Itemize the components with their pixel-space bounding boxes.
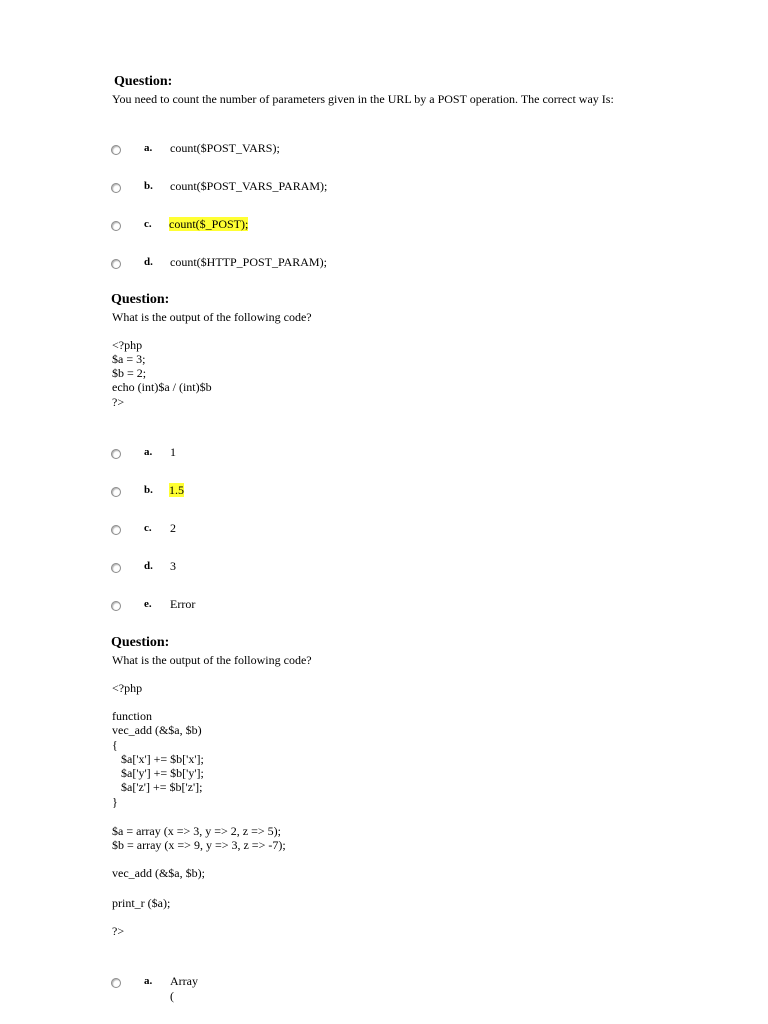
question-3-prompt: What is the output of the following code? [112,653,312,667]
q3-option-a-text[interactable]: Array [170,974,198,988]
q1-option-a-letter: a. [144,142,153,154]
q2-code-line: echo (int)$a / (int)$b [112,380,212,394]
question-2-heading: Question: [111,292,170,307]
q1-option-d-letter: d. [144,256,153,268]
q1-option-b-text[interactable]: count($POST_VARS_PARAM); [170,179,328,193]
q2-option-a-letter: a. [144,446,153,458]
q2-option-e-letter: e. [144,598,152,610]
q3-option-a-radio[interactable] [111,978,121,988]
q2-option-e-text[interactable]: Error [170,597,196,611]
q2-option-d-text[interactable]: 3 [170,559,176,573]
q3-code-line: $a['y'] += $b['y']; [112,766,204,780]
q2-code-line: $a = 3; [112,352,146,366]
question-3-heading: Question: [111,635,170,650]
q1-option-c-text-highlighted[interactable]: count($_POST); [169,217,249,231]
q2-option-d-letter: d. [144,560,153,572]
q1-option-b-radio[interactable] [111,183,121,193]
q2-option-a-radio[interactable] [111,449,121,459]
q1-option-a-radio[interactable] [111,145,121,155]
q3-option-a-letter: a. [144,975,153,987]
q3-code-line: { [112,738,118,752]
q2-option-b-text-highlighted[interactable]: 1.5 [169,483,184,497]
q3-code-line: ?> [112,924,125,938]
q3-code-line: vec_add (&$a, $b); [112,866,205,880]
q1-option-b-letter: b. [144,180,153,192]
question-1-heading: Question: [114,74,173,89]
q1-option-c-radio[interactable] [111,221,121,231]
q1-option-c-letter: c. [144,218,152,230]
q2-option-b-letter: b. [144,484,153,496]
q3-code-line: function [112,709,152,723]
q3-code-line: <?php [112,681,143,695]
q2-option-b-radio[interactable] [111,487,121,497]
q3-code-line: $a['x'] += $b['x']; [112,752,204,766]
q2-option-a-text[interactable]: 1 [170,445,176,459]
question-2-prompt: What is the output of the following code? [112,310,312,324]
q3-code-line: $b = array (x => 9, y => 3, z => -7); [112,838,286,852]
q3-code-line: vec_add (&$a, $b) [112,723,202,737]
q2-option-c-text[interactable]: 2 [170,521,176,535]
q3-option-a-continuation: ( [170,989,174,1003]
q1-option-a-text[interactable]: count($POST_VARS); [170,141,280,155]
q2-option-e-radio[interactable] [111,601,121,611]
q2-code-line: <?php [112,338,143,352]
q3-code-line: } [112,795,118,809]
q1-option-d-radio[interactable] [111,259,121,269]
q2-option-d-radio[interactable] [111,563,121,573]
question-1-prompt: You need to count the number of parameters given in the URL by a POST operation. The correct way Is: [112,92,614,106]
q2-option-c-radio[interactable] [111,525,121,535]
q2-option-c-letter: c. [144,522,152,534]
q3-code-line: print_r ($a); [112,896,171,910]
q1-option-d-text[interactable]: count($HTTP_POST_PARAM); [170,255,327,269]
q3-code-line: $a = array (x => 3, y => 2, z => 5); [112,824,281,838]
q2-code-line: $b = 2; [112,366,147,380]
q3-code-line: $a['z'] += $b['z']; [112,780,203,794]
q2-code-line: ?> [112,395,125,409]
